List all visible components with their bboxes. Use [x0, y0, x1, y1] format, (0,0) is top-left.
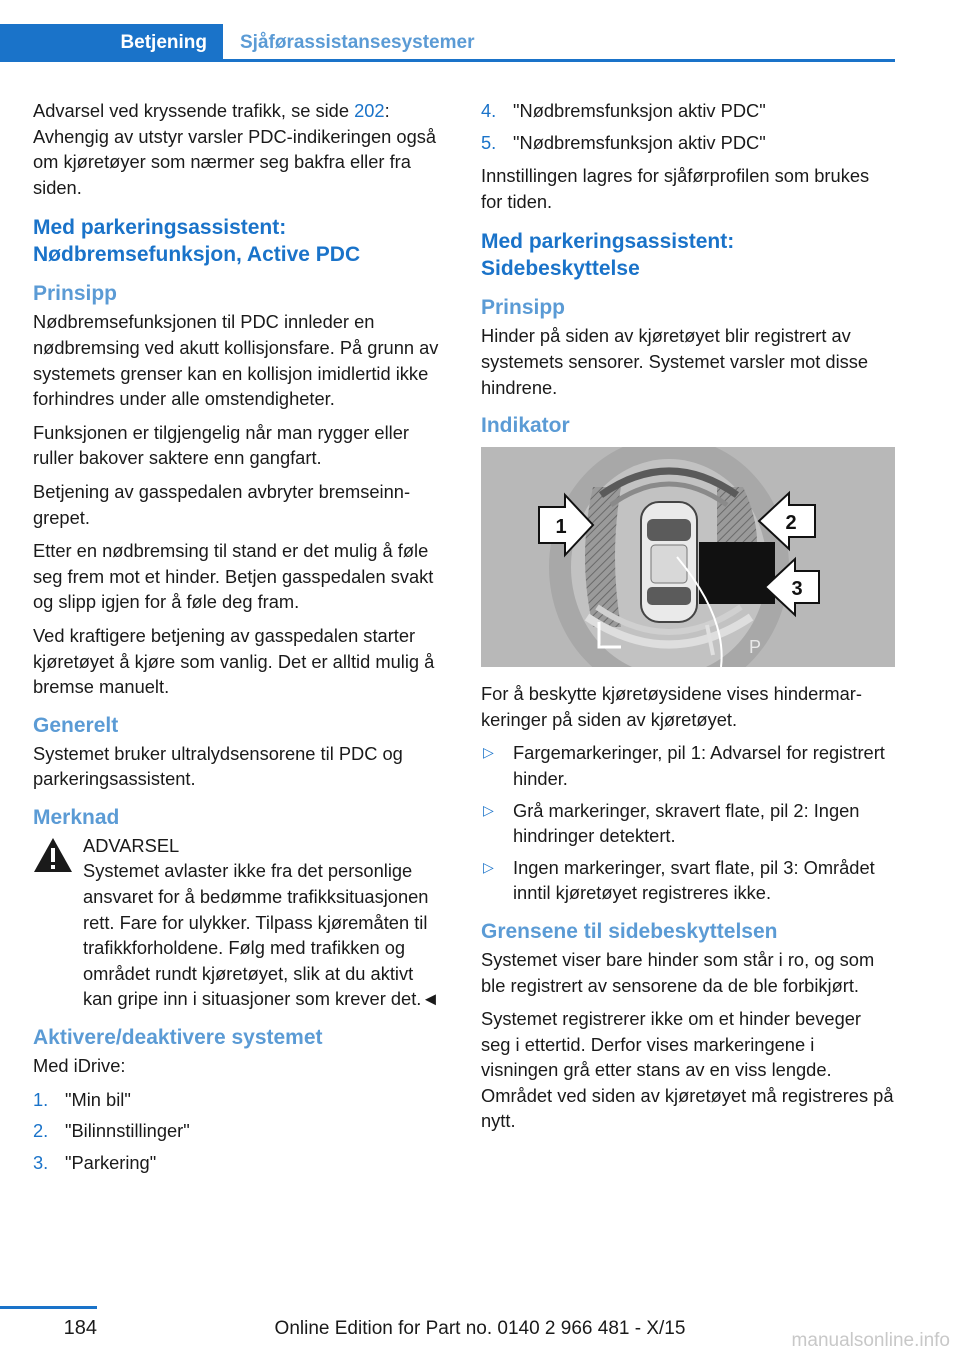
- paragraph: Betjening av gasspedalen avbryter bremseinngrepet.: [33, 480, 411, 528]
- left-column: [33, 98, 447, 1183]
- watermark: manualsonline.info: [791, 1330, 950, 1351]
- triangle-bullet-icon: ▷: [483, 801, 494, 818]
- subheading-prinsipp: Prinsipp: [481, 296, 566, 320]
- list-item: [481, 740, 895, 791]
- intro-paragraph: [33, 98, 447, 200]
- triangle-bullet-icon: ▷: [483, 744, 494, 761]
- section-title-nodbremse: Med parkeringsassistent: Nødbremsefunksjon, Active PDC: [33, 216, 361, 267]
- list-item: [481, 855, 895, 906]
- paragraph: Ved kraftigere betjening av gasspedalen starter kjøretøyet å kjøre som vanlig. Det er alltid mulig å bremse manuelt.: [33, 624, 435, 698]
- arrow-3-label: 3: [791, 578, 803, 601]
- step-text: "Parkering": [65, 1151, 157, 1173]
- list-item: [33, 1087, 447, 1113]
- step-number: 3.: [33, 1151, 49, 1173]
- bullet-text: Grå markeringer, skravert flate, pil 2: Ingen hindringer detektert.: [513, 799, 860, 847]
- step-number: 4.: [481, 100, 497, 121]
- paragraph: Funksjonen er tilgjengelig når man rygger eller ruller bakover saktere enn gangfart.: [33, 421, 409, 469]
- steps-list-right: [481, 98, 895, 155]
- subheading-merknad: Merknad: [33, 805, 120, 829]
- step-text: "Min bil": [65, 1088, 131, 1110]
- warning-text: Systemet avlaster ikke fra det personlige ansvaret for å bedømme trafikksituasjonen rett. Fare for ulykker. Tilpass kjøremåten til trafikkforholdene. Følg med trafikken og området rundt kjøretøyet, slik at du aktivt kan gripe inn i situasjoner som krever det.◄: [83, 860, 440, 1010]
- paragraph: Systemet viser bare hinder som står i ro, og som ble registrert av sensorene da de ble forbikjørt.: [481, 948, 875, 996]
- paragraph: Systemet registrerer ikke om et hinder beveger seg i ettertid. Derfor vises markeringene i visningen grå etter stans av en viss lengde. Området ved siden av kjøretøyet må registreres på nytt.: [481, 1008, 894, 1132]
- step-number: 2.: [33, 1120, 49, 1142]
- warning-triangle-icon: [33, 837, 73, 873]
- step-text: "Nødbremsfunksjon aktiv PDC": [513, 131, 766, 153]
- subheading-grensene: Grensene til sidebeskyttelsen: [481, 919, 778, 943]
- paragraph: Systemet bruker ultralydsensorene til PDC og parkeringsassistent.: [33, 742, 403, 790]
- parking-letter: P: [749, 637, 762, 658]
- step-text: "Nødbremsfunksjon aktiv PDC": [513, 100, 766, 121]
- arrow-2-label: 2: [785, 512, 797, 535]
- list-item: [481, 130, 895, 156]
- paragraph: Etter en nødbremsing til stand er det mulig å føle seg frem mot et hinder. Betjen gasspedalen svakt og slipp igjen for å føle deg fram.: [33, 540, 434, 613]
- edition-text: Online Edition for Part no. 0140 2 966 481 - X/15: [274, 1318, 686, 1339]
- page-link-202[interactable]: 202: [354, 100, 385, 121]
- subheading-prinsipp: Prinsipp: [33, 282, 118, 306]
- list-item: [33, 1118, 447, 1144]
- tab-sjaforassistanse-label: Sjåførassistansesystemer: [240, 32, 475, 53]
- warning-box: [33, 833, 447, 1012]
- bullet-text: Ingen markeringer, svart flate, pil 3: Området inntil kjøretøyet registreres ikke.: [513, 856, 875, 904]
- list-item: [481, 98, 895, 124]
- bullet-text: Fargemarkeringer, pil 1: Advarsel for registrert hinder.: [513, 742, 885, 789]
- tab-betjening-label: Betjening: [120, 32, 207, 53]
- paragraph: Innstillingen lagres for sjåførprofilen som brukes for tiden.: [481, 165, 870, 212]
- warning-title: ADVARSEL: [83, 834, 180, 856]
- tab-betjening[interactable]: [0, 24, 223, 62]
- paragraph: Nødbremsefunksjonen til PDC innleder en nødbremsing ved akutt kollisjonsfare. På grunn av systemets grenser kan en kollisjon imidlertid ikke forhindres under alle omstendigheter.: [33, 311, 439, 410]
- indicator-figure: [481, 447, 895, 667]
- subheading-aktivere: Aktivere/deaktivere systemet: [33, 1026, 323, 1050]
- section-title-sidebeskyttelse: Med parkeringsassistent: Sidebeskyttelse: [481, 230, 735, 281]
- intro-text-after: : Avhengig av utstyr varsler PDC-indikeringen også om kjøretøyer som nærmer seg bakfra eller fra siden.: [33, 100, 437, 198]
- step-text: "Bilinnstillinger": [65, 1120, 190, 1142]
- step-number: 1.: [33, 1088, 49, 1110]
- subheading-indikator: Indikator: [481, 414, 570, 438]
- header-rule: [0, 59, 895, 62]
- arrow-1-label: 1: [555, 516, 567, 539]
- side-protection-illustration: [481, 447, 895, 667]
- triangle-bullet-icon: ▷: [483, 858, 494, 875]
- paragraph: Hinder på siden av kjøretøyet blir registrert av systemets sensorer. Systemet varsler mot disse hindrene.: [481, 325, 869, 398]
- header-tabbar: [0, 24, 895, 62]
- list-item: [481, 798, 895, 849]
- tab-sjaforassistansesystemer[interactable]: [240, 24, 474, 59]
- bullet-list: [481, 740, 895, 906]
- page-number: 184: [0, 1306, 97, 1340]
- right-column: [481, 98, 895, 1142]
- paragraph: Med iDrive:: [33, 1055, 126, 1077]
- subheading-generelt: Generelt: [33, 713, 119, 737]
- intro-text: Advarsel ved kryssende trafikk, se side: [33, 100, 355, 121]
- step-number: 5.: [481, 131, 497, 153]
- paragraph: For å beskytte kjøretøysidene vises hindermarkeringer på siden av kjøretøyet.: [481, 683, 862, 730]
- list-item: [33, 1150, 447, 1176]
- steps-list-left: [33, 1087, 447, 1176]
